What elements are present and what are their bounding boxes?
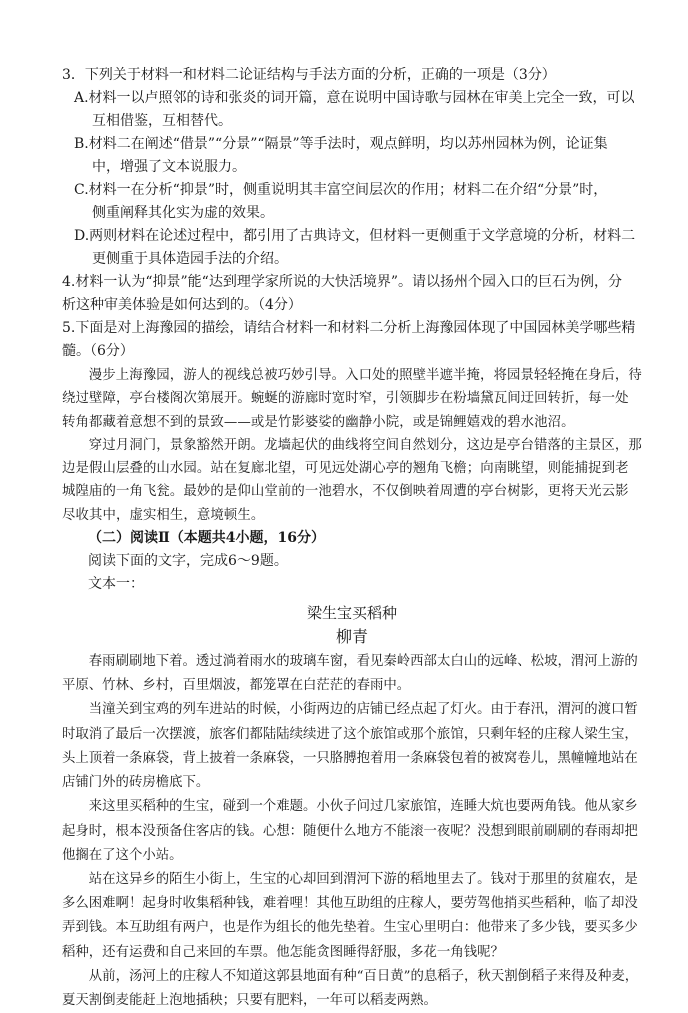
question-5-line2: 髓。（6分） [62, 343, 134, 359]
story-paragraph: 站在这异乡的陌生小街上，生宝的心却回到渭河下游的稻地里去了。钱对于那里的贫雇农，是多么困难啊！起身时收集稻种钱，难着哩！其他互助组的庄稼人，要劳驾他捎买些稻种，临了却没弄到钱。本互助组有两户，也是作为组长的他先垫着。生宝心里明白：他带来了多少钱，要买多少稻种，还有运费和自己来回的车票。他怎能贪图睡得舒服，多花一角钱呢？ [62, 871, 638, 960]
section-heading: （二）阅读Ⅱ（本题共4小题，16分） [88, 530, 326, 547]
story-title: 梁生宝买稻种 [306, 604, 397, 623]
excerpt-paragraph: 漫步上海豫园，游人的视线总被巧妙引导。入口处的照壁半遮半掩，将园景轻轻掩在身后，待绕过壁障，亭台楼阁次第展开。蜿蜒的游廊时宽时窄，引领脚步在粉墙黛瓦间迂回转折，每一处转角都藏着意想不到的景致——或是竹影婆娑的幽静小院，或是锦鲤嬉戏的碧水池沼。 [62, 368, 642, 430]
option-a-line1: A.材料一以卢照邻的诗和张炎的词开篇，意在说明中国诗歌与园林在审美上完全一致，可以 [74, 90, 635, 106]
question-4-line1: 4.材料一认为“抑景”能“达到理学家所说的大快活境界”。请以扬州个园入口的巨石为例，分 [62, 274, 622, 290]
yuyuan-excerpt [62, 364, 642, 527]
option-c-line2: 侧重阐释其化实为虚的效果。 [92, 205, 274, 221]
option-c-line1: C.材料一在分析“抑景”时，侧重说明其丰富空间层次的作用；材料二在介绍“分景”时， [74, 182, 608, 198]
question-4 [62, 271, 642, 317]
story-author: 柳青 [335, 627, 368, 647]
story-paragraph: 来这里买稻种的生宝，碰到一个难题。小伙子问过几家旅馆，连睡大炕也要两角钱。他从家乡起身时，根本没预备住客店的钱。心想：随便什么地方不能滚一夜呢？没想到眼前刷刷的春雨却把他搁在了这个小站。 [62, 799, 638, 863]
question-5-line1: 5.下面是对上海豫园的描绘，请结合材料一和材料二分析上海豫园体现了中国园林美学哪些精 [62, 320, 636, 336]
story-paragraph: 春雨刷刷地下着。透过淌着雨水的玻璃车窗，看见秦岭西部太白山的远峰、松坡，渭河上游的平原、竹林、乡村，百里烟波，都笼罩在白茫茫的春雨中。 [62, 654, 638, 694]
story-body [62, 650, 642, 1013]
story-paragraph: 当潼关到宝鸡的列车进站的时候，小街两边的店铺已经点起了灯火。由于春汛，渭河的渡口暂时取消了最后一次摆渡，旅客们都陆陆续续进了这个旅馆或那个旅馆，只剩年轻的庄稼人梁生宝，头上顶着一条麻袋，背上披着一条麻袋，一只胳膊抱着用一条麻袋包着的被窝卷儿，黑幢幢地站在店铺门外的砖房檐底下。 [62, 702, 638, 791]
option-d-line1: D.两则材料在论述过程中，都引用了古典诗文，但材料一更侧重于文学意境的分析，材料二 [74, 228, 636, 244]
question-5 [62, 317, 642, 363]
story-paragraph: 从前，汤河上的庄稼人不知道这郭县地面有种“百日黄”的息稻子，秋天割倒稻子来得及种麦，夏天割倒麦能赶上泡地插秧；只要有肥料，一年可以稻麦两熟。 [62, 968, 639, 1008]
option-d-line2: 更侧重于具体造园手法的介绍。 [92, 251, 288, 267]
option-b-line2: 中，增强了文本说服力。 [92, 159, 246, 175]
question-4-line2: 析这种审美体验是如何达到的。（4分） [62, 297, 302, 313]
text-label: 文本一： [88, 576, 144, 593]
option-b-line1: B.材料二在阐述“借景”“分景”“隔景”等手法时，观点鲜明，均以苏州园林为例，论证集 [74, 136, 608, 152]
question-3 [62, 64, 642, 271]
question-3-stem: 3．下列关于材料一和材料二论证结构与手法方面的分析，正确的一项是（3分） [62, 67, 556, 83]
option-a-line2: 互相借鉴，互相替代。 [92, 113, 232, 129]
excerpt-paragraph: 穿过月洞门，景象豁然开朗。龙墙起伏的曲线将空间自然划分，这边是亭台错落的主景区，那边是假山层叠的山水园。站在复廊北望，可见远处湖心亭的翘角飞檐；向南眺望，则能捕捉到老城隍庙的一角飞瓮。最妙的是仰山堂前的一池碧水，不仅倒映着周遭的亭台树影，更将天光云影尽收其中，虚实相生，意境顿生。 [62, 437, 642, 523]
reading-instruction: 阅读下面的文字，完成6～9题。 [88, 553, 288, 570]
